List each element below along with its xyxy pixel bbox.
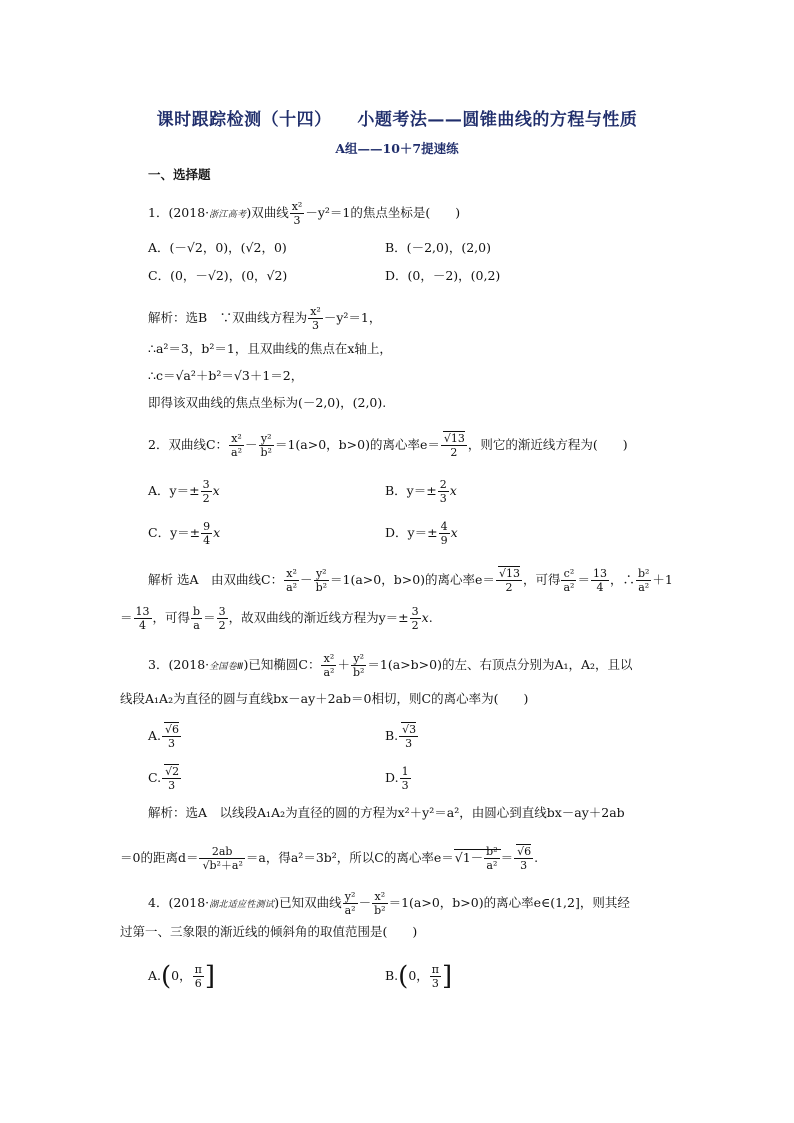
q1-option-a: A．(－√2，0)，(√2，0) <box>148 240 287 255</box>
source-tag: 湖北适应性测试 <box>209 900 275 910</box>
q2-solution-line-2: ＝ $\frac{13}{4}$ ，可得 $\frac{b}{a}$ ＝ $\frac{3}{2}$ ，故双曲线的渐近线方程为y＝± $\frac{3}{2}$ x. <box>120 605 433 632</box>
q1-solution-line-3: ∴c＝√a²＋b²＝√3＋1＝2， <box>148 368 304 383</box>
q3-option-b: B. $\frac{√3}{3}$ <box>385 723 417 750</box>
q4-option-a: A.(0， $\frac{\pi}{6}$ ] <box>148 961 216 992</box>
q3-option-d: D. $\frac{1}{3}$ <box>385 765 409 792</box>
fraction: $\frac{\text{x²}}{\text{a²}}$ <box>231 432 242 459</box>
q2-option-d: D．y＝± $\frac{4}{9}$ x <box>385 520 458 547</box>
q2-option-a: A．y＝± $\frac{3}{2}$ x <box>148 478 220 505</box>
q2-solution-line-1: 解析 选A 由双曲线C： $\frac{\text{x²}}{\text{a²}}$ － $\frac{\text{y²}}{\text{b²}}$ ＝1(a>0，b>0)的离心率e＝ $\frac{√13}{2}$ ，可得 $\frac{\text{c²}}{\text{a²}}$ ＝ $\frac{13}{4}$ ，∴ $\frac{\text{b²}}{\text{a²}}$ ＋1 <box>148 567 673 594</box>
fraction: $\frac{\text{y²}}{\text{b²}}$ <box>260 432 272 459</box>
page-title: 课时跟踪检测（十四） 小题考法——圆锥曲线的方程与性质 <box>156 110 638 130</box>
q2-option-b: B．y＝± $\frac{2}{3}$ x <box>385 478 457 505</box>
q1-option-b: B．(－2,0)，(2,0) <box>385 240 491 255</box>
question-3: 3．(2018·全国卷Ⅲ)已知椭圆C： $\frac{\text{x²}}{\text{a²}}$ ＋ $\frac{\text{y²}}{\text{b²}}$ ＝1(a>b>0)的左、右顶点分别为A₁，A₂，且以 <box>148 652 633 679</box>
fraction: $\frac{\text{x²}}{3}$ <box>310 305 321 332</box>
page-subtitle: A组——10＋7提速练 <box>335 141 459 156</box>
question-4-line-2: 过第一、三象限的渐近线的倾斜角的取值范围是( ) <box>120 924 418 939</box>
q4-option-b: B.(0， $\frac{\pi}{3}$ ] <box>385 961 453 992</box>
fraction: $\frac{\text{x²}}{3}$ <box>291 200 303 227</box>
question-3-line-2: 线段A₁A₂为直径的圆与直线bx－ay＋2ab＝0相切，则C的离心率为( ) <box>120 691 529 706</box>
question-4: 4．(2018·湖北适应性测试)已知双曲线 $\frac{\text{y²}}{\text{a²}}$ － $\frac{\text{x²}}{\text{b²}}$ ＝1(a>0，b>0)的离心率e∈(1,2]，则其经 <box>148 890 630 917</box>
q3-solution-line-1: 解析：选A 以线段A₁A₂为直径的圆的方程为x²＋y²＝a²，由圆心到直线bx－ay＋2ab <box>148 805 625 820</box>
question-1: 1．(2018·浙江高考)双曲线 $\frac{\text{x²}}{3}$ －y²＝1的焦点坐标是( ) <box>148 200 461 227</box>
q3-option-a: A. $\frac{√6}{3}$ <box>148 723 180 750</box>
q1-solution-line-2: ∴a²＝3，b²＝1，且双曲线的焦点在x轴上， <box>148 341 392 356</box>
q1-solution-line-1: 解析：选B ∵双曲线方程为 $\frac{\text{x²}}{3}$ －y²＝1， <box>148 305 382 332</box>
q1-option-d: D．(0，－2)，(0,2) <box>385 268 501 283</box>
q1-option-c: C．(0，－√2)，(0，√2) <box>148 268 288 283</box>
q3-solution-line-2: ＝0的距离d＝ $\frac{2ab}{\text{√b²＋a²}}$ ＝a，得a²＝3b²，所以C的离心率e＝√1－ $\frac{\text{b²}}{\text{a²}}$ ＝ $\frac{√6}{3}$ . <box>120 845 539 872</box>
question-2: 2．双曲线C： $\frac{\text{x²}}{\text{a²}}$ － $\frac{\text{y²}}{\text{b²}}$ ＝1(a>0，b>0)的离心率e＝ $\frac{√13}{2}$ ，则它的渐近线方程为( ) <box>148 432 628 459</box>
source-tag: 浙江高考 <box>209 210 247 220</box>
q3-option-c: C. $\frac{√2}{3}$ <box>148 765 180 792</box>
q1-solution-line-4: 即得该双曲线的焦点坐标为(－2,0)，(2,0). <box>148 395 387 410</box>
q2-option-c: C．y＝± $\frac{9}{4}$ x <box>148 520 221 547</box>
fraction: $\frac{√13}{2}$ <box>441 432 467 459</box>
source-tag: 全国卷Ⅲ <box>209 662 244 672</box>
section-heading: 一、选择题 <box>148 167 211 182</box>
